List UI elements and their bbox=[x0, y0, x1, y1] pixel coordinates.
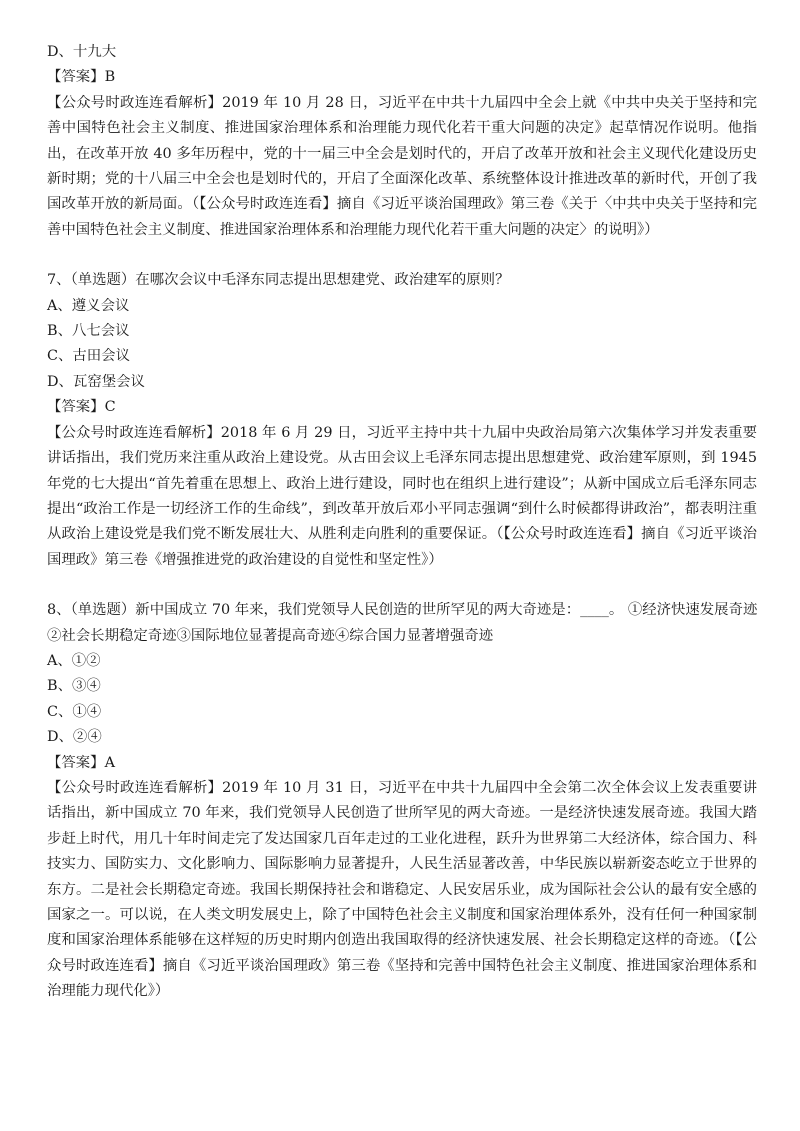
prev-answer: 【答案】B bbox=[47, 69, 116, 86]
q8-option-c: C、①④ bbox=[47, 703, 102, 720]
q7-option-c: C、古田会议 bbox=[47, 348, 130, 365]
q8-option-b: B、③④ bbox=[47, 678, 101, 695]
q7-option-b: B、八七会议 bbox=[47, 323, 130, 340]
document-page bbox=[47, 40, 757, 1005]
q8-question-line2: ②社会长期稳定奇迹③国际地位显著提高奇迹④综合国力显著增强奇迹 bbox=[47, 627, 494, 644]
q8-question-line1: 8、（单选题）新中国成立 70 年来，我们党领导人民创造的世所罕见的两大奇迹是：____。 ①经济快速发展奇迹 bbox=[47, 602, 758, 619]
q8-option-a: A、①② bbox=[47, 652, 101, 669]
q8-answer: 【答案】A bbox=[47, 754, 115, 771]
q8-analysis: 【公众号时政连连看解析】2019 年 10 月 31 日，习近平在中共十九届四中全会第二次全体会议上发表重要讲话指出，新中国成立 70 年来，我们党领导人民创造了世所罕见的两大奇迹。一是经济快速发展奇迹。我国大踏步赶上时代，用几十年时间走完了发达国家几百年走过的工业化进程，跃升为世界第二大经济体，综合国力、科技实力、国防实力、文化影响力、国际影响力显著提升，人民生活显著改善，中华民族以崭新姿态屹立于世界的东方。二是社会长期稳定奇迹。我国长期保持社会和谐稳定、人民安居乐业，成为国际社会公认的最有安全感的国家之一。可以说，在人类文明发展史上，除了中国特色社会主义制度和国家治理体系外，没有任何一种国家制度和国家治理体系能够在这样短的历史时期内创造出我国取得的经济快速发展、社会长期稳定这样的奇迹。（【公众号时政连连看】摘自《习近平谈治国理政》第三卷《坚持和完善中国特色社会主义制度、推进国家治理体系和治理能力现代化》） bbox=[47, 779, 757, 1000]
q7-analysis: 【公众号时政连连看解析】2018 年 6 月 29 日，习近平主持中共十九届中央政治局第六次集体学习并发表重要讲话指出，我们党历来注重从政治上建设党。从古田会议上毛泽东同志提出思想建党、政治建军原则，到 1945 年党的七大提出“首先着重在思想上、政治上进行建设，同时也在组织上进行建设”；从新中国成立后毛泽东同志提出“政治工作是一切经济工作的生命线”，到改革开放后邓小平同志强调“到什么时候都得讲政治”，都表明注重从政治上建设党是我们党不断发展壮大、从胜利走向胜利的重要保证。（【公众号时政连连看】摘自《习近平谈治国理政》第三卷《增强推进党的政治建设的自觉性和坚定性》） bbox=[47, 424, 757, 568]
section-gap bbox=[47, 243, 757, 268]
q7-question: 7、（单选题）在哪次会议中毛泽东同志提出思想建党、政治建军的原则？ bbox=[47, 272, 510, 289]
prev-analysis: 【公众号时政连连看解析】2019 年 10 月 28 日，习近平在中共十九届四中全会上就《中共中央关于坚持和完善中国特色社会主义制度、推进国家治理体系和治理能力现代化若干重大问题的决定》起草情况作说明。他指出，在改革开放 40 多年历程中，党的十一届三中全会是划时代的，开启了改革开放和社会主义现代化建设历史新时期；党的十八届三中全会也是划时代的，开启了全面深化改革、系统整体设计推进改革的新时代，开创了我国改革开放的新局面。（【公众号时政连连看】摘自《习近平谈治国理政》第三卷《关于〈中共中央关于坚持和完善中国特色社会主义制度、推进国家治理体系和治理能力现代化若干重大问题的决定〉的说明》） bbox=[47, 94, 757, 238]
section-gap bbox=[47, 573, 757, 598]
q7-answer: 【答案】C bbox=[47, 399, 116, 416]
prev-option-d: D、十九大 bbox=[47, 44, 117, 60]
q7-option-a: A、遵义会议 bbox=[47, 297, 130, 314]
q8-option-d: D、②④ bbox=[47, 729, 102, 746]
q7-option-d: D、瓦窑堡会议 bbox=[47, 373, 145, 390]
